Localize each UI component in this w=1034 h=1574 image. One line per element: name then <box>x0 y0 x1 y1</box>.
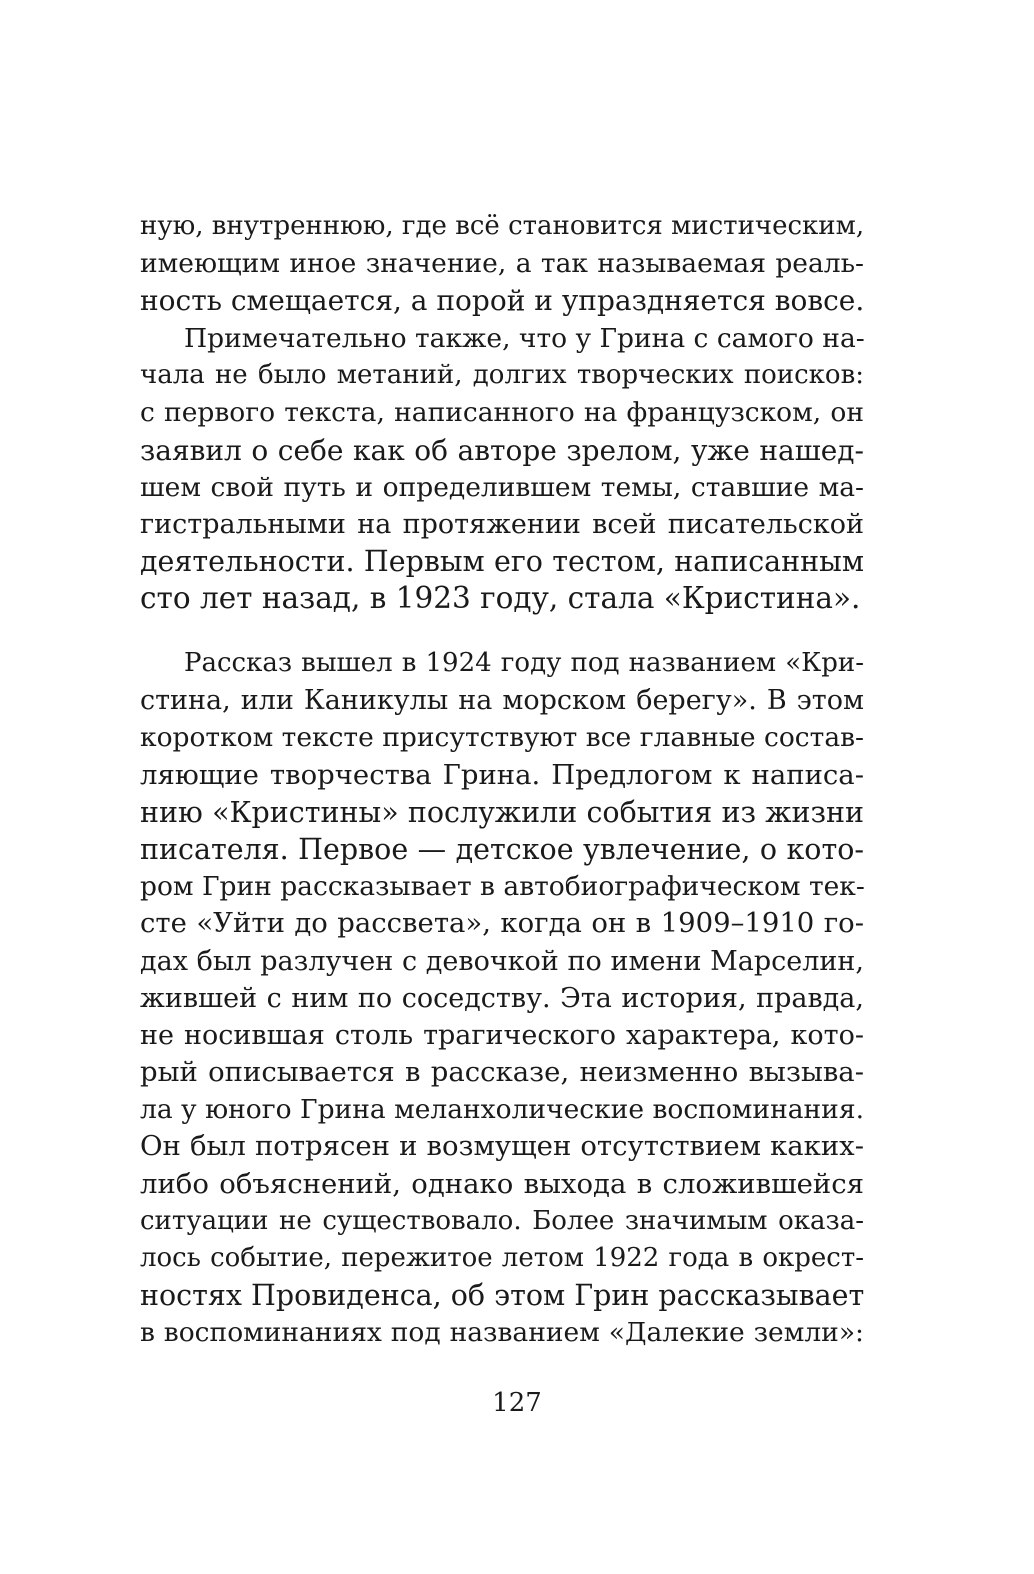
text-line: шем свой путь и определившем темы, ставшие ма- <box>140 471 864 503</box>
text-line: Примечательно также, что у Грина с самого на- <box>184 323 865 354</box>
text-line: стина, или Каникулы на морском берегу». В этом <box>140 685 864 717</box>
text-line: либо объяснений, однако выхода в сложившейся <box>140 1167 864 1200</box>
paragraph-christina-story <box>140 645 864 1352</box>
text-line: Он был потрясен и возмущен отсутствием каких- <box>140 1130 864 1163</box>
text-line: ную, внутреннюю, где всё становится мистическим, <box>140 211 865 241</box>
text-line: ситуации не существовало. Более значимым оказа- <box>140 1205 864 1236</box>
text-line: ром Грин рассказывает в автобиографическом тек- <box>140 871 865 903</box>
text-line: ла у юного Грина меланхолические воспоминания. <box>140 1094 864 1126</box>
text-line: с первого текста, написанного на французском, он <box>140 397 864 429</box>
text-line: в воспоминаниях под названием «Далекие земли»: <box>140 1317 864 1349</box>
text-line: ностях Провиденса, об этом Грин рассказывает <box>140 1279 865 1313</box>
text-line: жившей с ним по соседству. Эта история, правда, <box>140 982 864 1014</box>
text-line: писателя. Первое — детское увлечение, о кото- <box>140 832 864 866</box>
text-line: Рассказ вышел в 1924 году под названием «Кри- <box>184 648 864 678</box>
text-line: заявил о себе как об авторе зрелом, уже нашед- <box>140 433 864 467</box>
paragraph-green-early-work <box>140 320 864 618</box>
text-line: чала не было метаний, долгих творческих поисков: <box>140 360 864 391</box>
text-line: лось событие, пережитое летом 1922 года в окрест- <box>140 1243 864 1273</box>
text-line: деятельности. Первым его тестом, написанным <box>140 545 864 579</box>
text-line: не носившая столь трагического характера, кото- <box>140 1019 864 1051</box>
page-number: 127 <box>492 1388 542 1418</box>
text-line: ляющие творчества Грина. Предлогом к написа- <box>140 758 864 791</box>
text-line: дах был разлучен с девочкой по имени Марселин, <box>140 945 864 977</box>
paragraph-continuation <box>140 208 864 320</box>
text-line: сте «Уйти до рассвета», когда он в 1909–1910 го- <box>140 907 864 940</box>
text-line: сто лет назад, в 1923 году, стала «Кристина». <box>140 581 861 616</box>
text-line: ность смещается, а порой и упраздняется вовсе. <box>140 284 865 318</box>
text-line: нию «Кристины» послужили события из жизни <box>140 795 864 829</box>
text-line: гистральными на протяжении всей писательской <box>140 508 864 540</box>
text-line: рый описывается в рассказе, неизменно вызыва- <box>140 1056 864 1089</box>
text-line: коротком тексте присутствуют все главные состав- <box>140 722 864 754</box>
text-line: имеющим иное значение, а так называемая реаль- <box>140 248 864 280</box>
